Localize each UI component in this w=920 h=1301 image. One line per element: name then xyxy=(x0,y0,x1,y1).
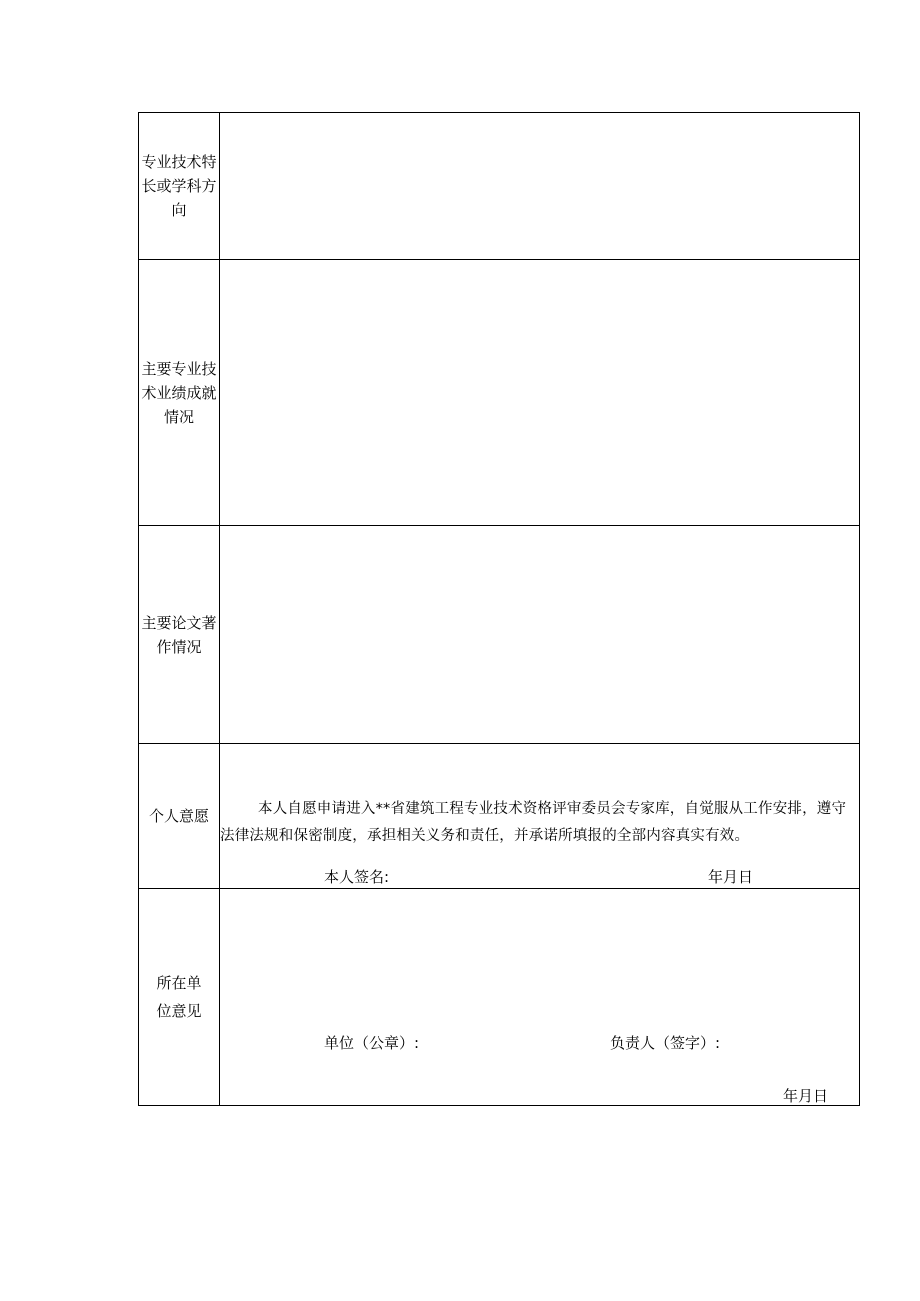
personal-content-cell xyxy=(220,744,859,888)
row-publications xyxy=(139,525,859,743)
row-specialty xyxy=(139,113,859,259)
publications-label: 主要论文著 作情况 xyxy=(141,613,217,656)
achievements-label-cell xyxy=(139,260,220,525)
specialty-label-cell xyxy=(139,113,220,259)
publications-label-cell xyxy=(139,526,220,743)
achievements-label: 主要专业技 术业绩成就 情况 xyxy=(141,359,217,426)
application-form-table xyxy=(138,112,860,1106)
row-achievements xyxy=(139,259,859,525)
personal-statement: 本人自愿申请进入**省建筑工程专业技术资格评审委员会专家库，自觉服从工作安排，遵守法律法规和保密制度，承担相关义务和责任，并承诺所填报的全部内容真实有效。 xyxy=(220,801,847,844)
unit-leader-label: 负责人（签字）: xyxy=(610,1034,721,1052)
achievements-content-field[interactable] xyxy=(220,260,859,525)
unit-label-cell xyxy=(139,889,220,1105)
unit-seal-label: 单位（公章）: xyxy=(324,1034,420,1052)
personal-label-cell xyxy=(139,744,220,888)
row-personal-willingness xyxy=(139,743,859,888)
unit-content-cell xyxy=(220,889,859,1105)
row-unit-opinion xyxy=(139,888,859,1105)
unit-label: 所在单 位意见 xyxy=(156,974,202,1020)
unit-date-label: 年月日 xyxy=(783,1087,829,1105)
specialty-label: 专业技术特 长或学科方 向 xyxy=(141,153,217,219)
personal-signature-label: 本人签名: xyxy=(324,868,390,886)
personal-date-label: 年月日 xyxy=(708,868,754,886)
personal-label: 个人意愿 xyxy=(148,807,209,825)
specialty-content-field[interactable] xyxy=(220,113,859,259)
publications-content-field[interactable] xyxy=(220,526,859,743)
